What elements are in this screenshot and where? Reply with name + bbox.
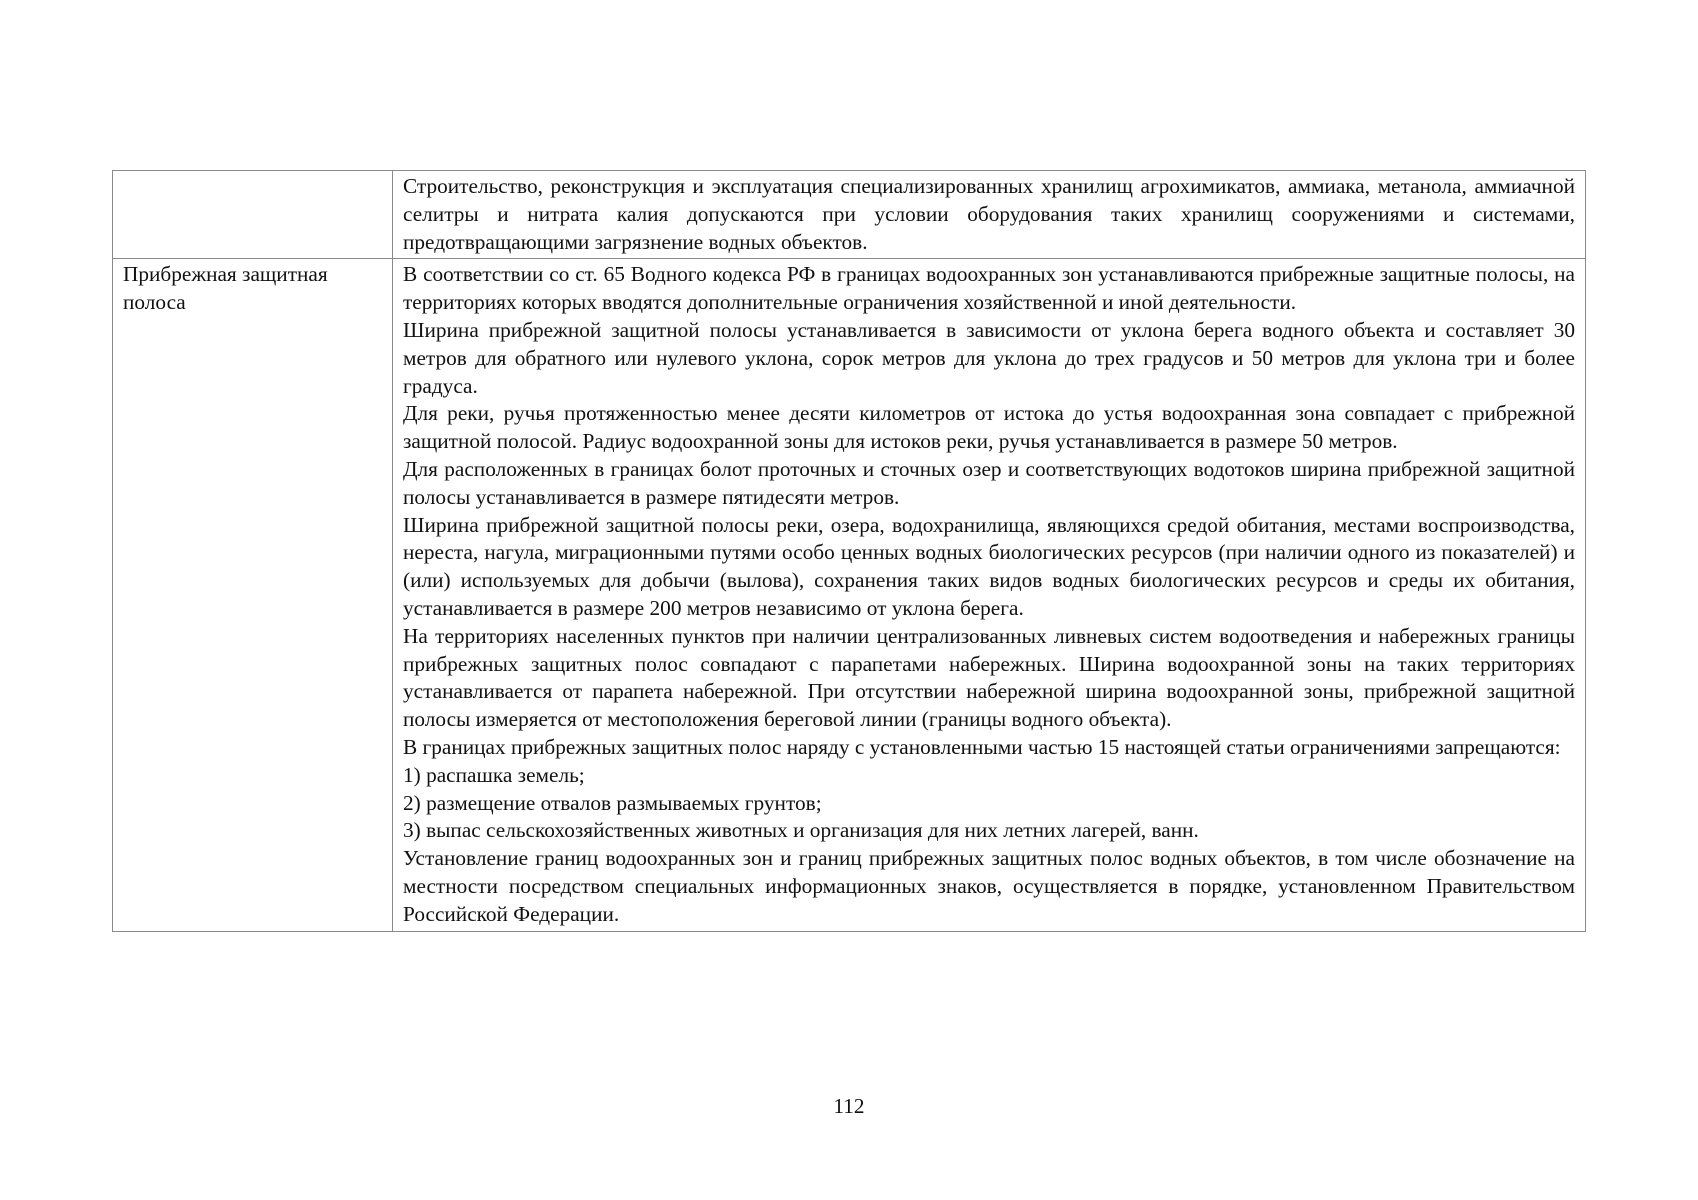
content-paragraph: В соответствии со ст. 65 Водного кодекса РФ в границах водоохранных зон устанавливаются прибрежные защитные полосы, на территориях которых вводятся дополнительные ограничения хозяйственной и иной деятельности. — [403, 262, 1575, 315]
content-paragraph: Строительство, реконструкция и эксплуатация специализированных хранилищ агрохимикатов, аммиака, метанола, аммиачной селитры и нитрата калия допускаются при условии оборудования таких хранилищ сооружениями и системами, предотвращающими загрязнение водных объектов. — [403, 174, 1575, 254]
table-row — [113, 259, 1586, 931]
row-content-cell — [393, 259, 1586, 931]
row-label-cell: Прибрежная защитная полоса — [113, 259, 393, 931]
row-content-cell — [393, 171, 1586, 259]
page-number: 112 — [833, 1094, 865, 1118]
content-paragraph: Ширина прибрежной защитной полосы устанавливается в зависимости от уклона берега водного объекта и составляет 30 метров для обратного или нулевого уклона, сорок метров для уклона до трех градусов и 50 метров для уклона три и более градуса. — [403, 317, 1575, 398]
table-row — [113, 171, 1586, 259]
content-paragraph: Установление границ водоохранных зон и границ прибрежных защитных полос водных объектов, в том числе обозначение на местности посредством специальных информационных знаков, осуществляется в порядке, установленном Правительством Российской Федерации. — [403, 846, 1575, 926]
content-paragraph: Для реки, ручья протяженностью менее десяти километров от истока до устья водоохранная зона совпадает с прибрежной защитной полосой. Радиус водоохранной зоны для истоков реки, ручья устанавливается в размере 50 метров. — [403, 401, 1575, 454]
list-item: 1) распашка земель; — [403, 762, 585, 787]
content-paragraph: Для расположенных в границах болот проточных и сточных озер и соответствующих водотоков ширина прибрежной защитной полосы устанавливается в размере пятидесяти метров. — [403, 456, 1575, 509]
list-item: 2) размещение отвалов размываемых грунтов; — [403, 790, 822, 815]
regulations-table — [112, 170, 1586, 932]
content-paragraph: В границах прибрежных защитных полос наряду с установленными частью 15 настоящей статьи ограничениями запрещаются: — [403, 734, 1561, 759]
row-label-cell — [113, 171, 393, 259]
content-paragraph: Ширина прибрежной защитной полосы реки, озера, водохранилища, являющихся средой обитания, местами воспроизводства, нереста, нагула, миграционными путями особо ценных водных биологических ресурсов (при наличии одного из показателей) и (или) используемых для добычи (вылова), сохранения таких видов водных биологических ресурсов и среды их обитания, устанавливается в размере 200 метров независимо от уклона берега. — [403, 512, 1575, 620]
list-item: 3) выпас сельскохозяйственных животных и организация для них летних лагерей, ванн. — [403, 818, 1199, 843]
content-paragraph: На территориях населенных пунктов при наличии централизованных ливневых систем водоотведения и набережных границы прибрежных защитных полос совпадают с парапетами набережных. Ширина водоохранной зоны на таких территориях устанавливается от парапета набережной. При отсутствии набережной ширина водоохранной зоны, прибрежной защитной полосы измеряется от местоположения береговой линии (границы водного объекта). — [403, 623, 1575, 732]
